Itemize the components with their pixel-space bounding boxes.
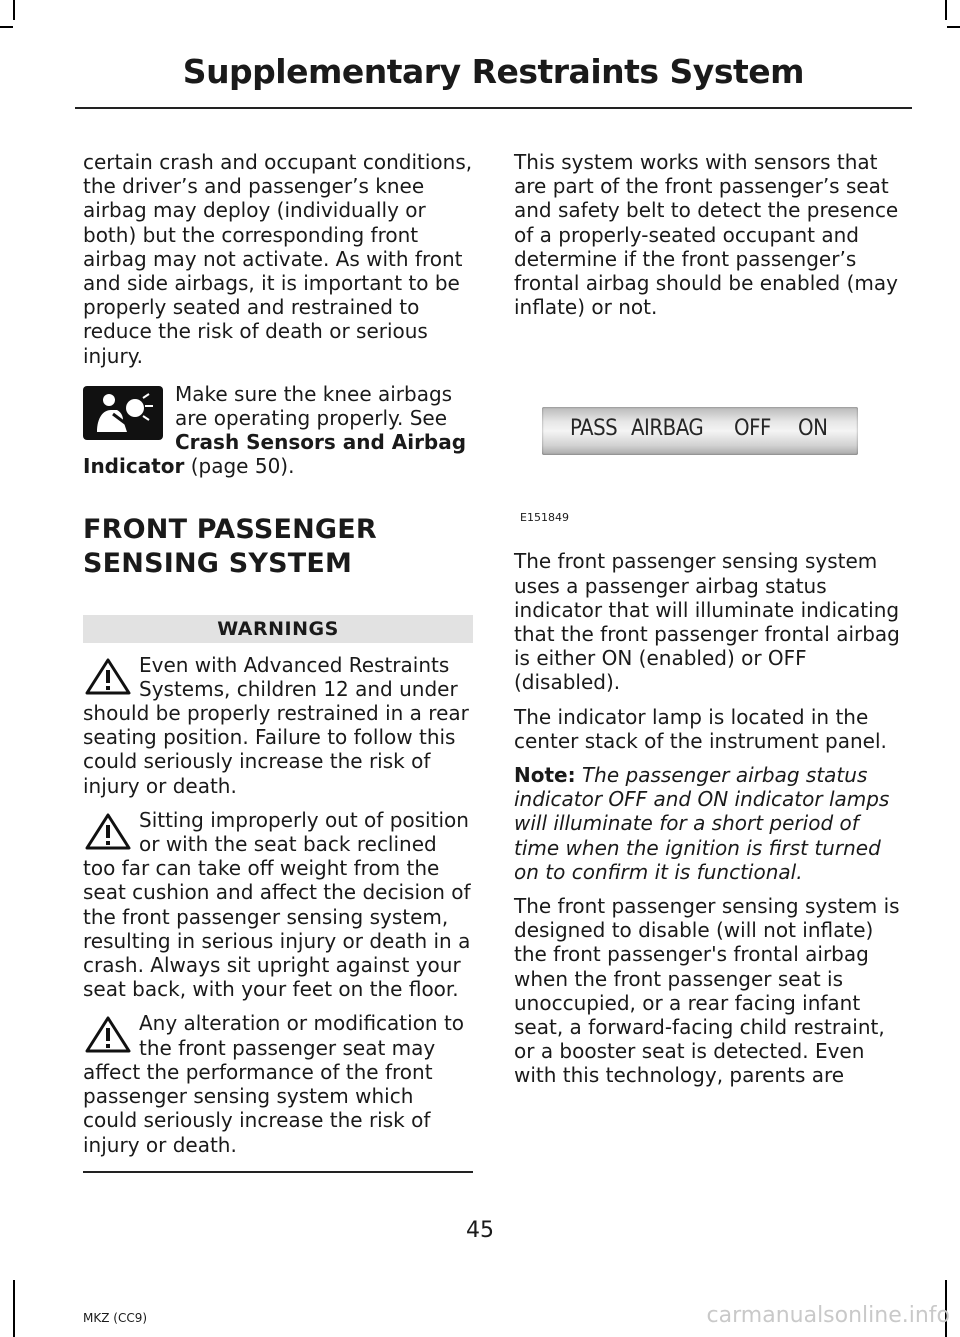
warning-triangle-icon — [83, 812, 133, 852]
footer-model: MKZ (CC9) — [83, 1311, 148, 1325]
warning-triangle-icon — [83, 1015, 133, 1055]
section-heading — [83, 513, 473, 581]
crop-mark — [947, 26, 960, 28]
intro-paragraph: certain crash and occupant conditions, the driver’s and passenger’s knee airbag may deploy (individually or both) but the corresponding front airbag may not activate. As with front and side airbags, it is important to be properly seated and restrained to reduce the risk of death or serious injury. — [83, 150, 473, 368]
warning-text: Even with Advanced Restraints Systems, children 12 and under should be properly restrained in a rear seating position. Failure to follow this could seriously increase the risk of injury or death. — [83, 652, 469, 798]
knee-airbag-block — [83, 382, 473, 479]
section-heading-line: FRONT PASSENGER — [83, 513, 377, 545]
indicator-pass-label: PASS — [570, 416, 618, 442]
warning-item — [83, 653, 473, 798]
indicator-on-label: ON — [798, 416, 828, 442]
right-column — [514, 150, 906, 1088]
warning-item — [83, 808, 473, 1002]
page-header-title: Supplementary Restraints System — [182, 52, 804, 91]
body-paragraph: The indicator lamp is located in the center stack of the instrument panel. — [514, 704, 887, 753]
intro-paragraph: This system works with sensors that are part of the front passenger’s seat and safety belt to detect the presence of a properly-seated occupant and determine if the front passenger’s frontal airbag should be enabled (may inflate) or not. — [514, 150, 899, 320]
note-paragraph — [514, 763, 906, 884]
warning-triangle-icon — [83, 657, 133, 697]
indicator-airbag-label: AIRBAG — [631, 416, 704, 442]
section-heading-line: SENSING SYSTEM — [83, 547, 353, 579]
watermark: carmanualsonline.info — [706, 1303, 950, 1328]
knee-page-reference: (page 50). — [184, 454, 295, 479]
crash-sensors-reference-link[interactable]: Crash Sensors and Airbag Indicator — [83, 430, 467, 479]
body-paragraph: The front passenger sensing system is designed to disable (will not inflate) the front passenger's frontal airbag when the front passenger seat is unoccupied, or a rear facing infant seat, a forward-facing child restraint, or a booster seat is detected. Even with this technology, parents are — [514, 894, 900, 1088]
indicator-off-label: OFF — [734, 416, 771, 442]
header-rule — [75, 107, 912, 109]
note-text: The passenger airbag status indicator OFF and ON indicator lamps will illuminate for a short period of time when the ignition is first turned on to confirm it is functional. — [514, 763, 890, 884]
body-paragraph: The front passenger sensing system uses a passenger airbag status indicator that will illuminate indicating that the front passenger frontal airbag is either ON (enabled) or OFF (disabled). — [514, 549, 900, 695]
crop-mark — [0, 26, 13, 28]
warning-text: Any alteration or modification to the front passenger seat may affect the performance of the front passenger sensing system which could seriously increase the risk of injury or death. — [83, 1011, 465, 1157]
warning-item — [83, 1011, 473, 1156]
warning-text: Sitting improperly out of position or with the seat back reclined too far can take off weight from the seat cushion and affect the decision of the front passenger sensing system, resulting in serious injury or death in a crash. Always sit upright against your seat back, with your feet on the floor. — [83, 807, 471, 1002]
figure-code: E151849 — [520, 511, 569, 525]
crop-mark — [13, 1280, 15, 1337]
crop-mark — [945, 0, 947, 20]
passenger-airbag-indicator — [542, 407, 858, 455]
page-number: 45 — [466, 1218, 494, 1243]
left-column — [83, 150, 473, 1173]
warnings-title: WARNINGS — [83, 615, 473, 643]
note-label: Note: — [514, 763, 576, 788]
knee-airbag-text: Make sure the knee airbags are operating properly. See — [175, 381, 453, 431]
crop-mark — [13, 0, 15, 20]
airbag-indicator-icon — [83, 386, 163, 440]
warnings-end-rule — [83, 1171, 473, 1173]
